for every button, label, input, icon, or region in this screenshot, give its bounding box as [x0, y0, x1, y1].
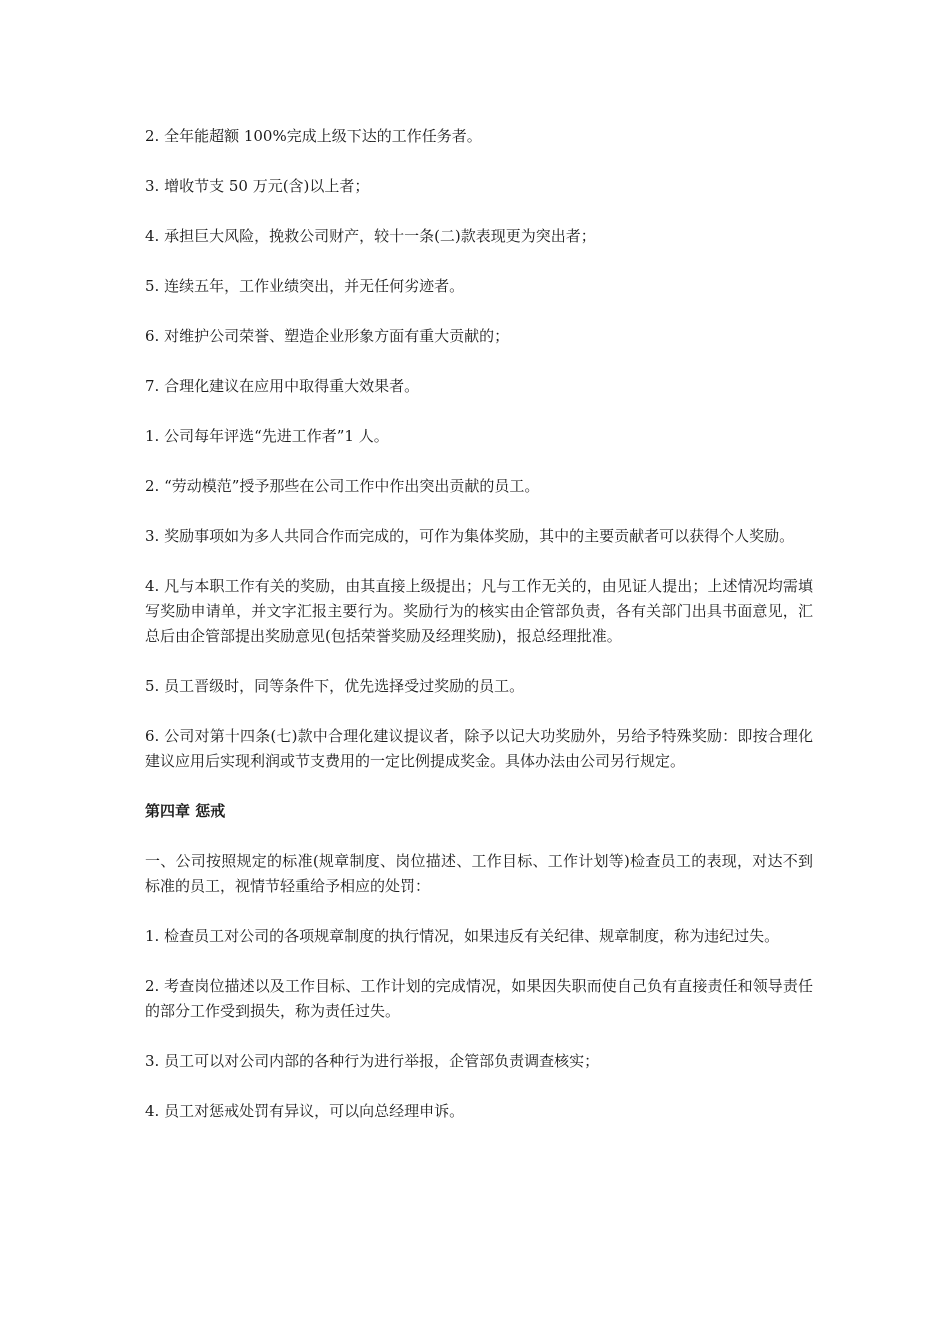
- chapter-heading: 第四章 惩戒: [145, 802, 226, 820]
- paragraph-award-condition-6: 6. 对维护公司荣誉、塑造企业形象方面有重大贡献的；: [145, 327, 510, 345]
- paragraph-award-rule-4: 4. 凡与本职工作有关的奖励，由其直接上级提出；凡与工作无关的，由见证人提出；上述情况均需填写奖励申请单，并文字汇报主要行为。奖励行为的核实由企管部负责，各有关部门出具书面意见，汇总后由企管部提出奖励意见(包括荣誉奖励及经理奖励)，报总经理批准。: [145, 577, 813, 645]
- paragraph-award-rule-3: 3. 奖励事项如为多人共同合作而完成的，可作为集体奖励，其中的主要贡献者可以获得个人奖励。: [145, 527, 795, 545]
- paragraph-award-rule-5: 5. 员工晋级时，同等条件下，优先选择受过奖励的员工。: [145, 677, 525, 695]
- paragraph-discipline-3: 3. 员工可以对公司内部的各种行为进行举报，企管部负责调查核实；: [145, 1052, 600, 1070]
- paragraph-award-rule-6: 6. 公司对第十四条(七)款中合理化建议提议者，除予以记大功奖励外，另给予特殊奖励：即按合理化建议应用后实现利润或节支费用的一定比例提成奖金。具体办法由公司另行规定。: [145, 727, 813, 770]
- paragraph-award-rule-1: 1. 公司每年评选“先进工作者”1 人。: [145, 427, 389, 445]
- paragraph-award-condition-3: 3. 增收节支 50 万元(含)以上者；: [145, 177, 370, 195]
- paragraph-discipline-2: 2. 考查岗位描述以及工作目标、工作计划的完成情况，如果因失职而使自己负有直接责任和领导责任的部分工作受到损失，称为责任过失。: [145, 977, 813, 1020]
- paragraph-award-condition-5: 5. 连续五年，工作业绩突出，并无任何劣迹者。: [145, 277, 465, 295]
- paragraph-discipline-intro: 一、公司按照规定的标准(规章制度、岗位描述、工作目标、工作计划等)检查员工的表现，对达不到标准的员工，视情节轻重给予相应的处罚：: [145, 852, 813, 895]
- paragraph-discipline-1: 1. 检查员工对公司的各项规章制度的执行情况，如果违反有关纪律、规章制度，称为违纪过失。: [145, 927, 780, 945]
- paragraph-discipline-4: 4. 员工对惩戒处罚有异议，可以向总经理申诉。: [145, 1102, 465, 1120]
- paragraph-award-condition-2: 2. 全年能超额 100%完成上级下达的工作任务者。: [145, 127, 482, 145]
- paragraph-award-condition-4: 4. 承担巨大风险，挽救公司财产，较十一条(二)款表现更为突出者；: [145, 227, 596, 245]
- paragraph-award-condition-7: 7. 合理化建议在应用中取得重大效果者。: [145, 377, 420, 395]
- paragraph-award-rule-2: 2. “劳动模范”授予那些在公司工作中作出突出贡献的员工。: [145, 477, 540, 495]
- document-page: [145, 124, 813, 1149]
